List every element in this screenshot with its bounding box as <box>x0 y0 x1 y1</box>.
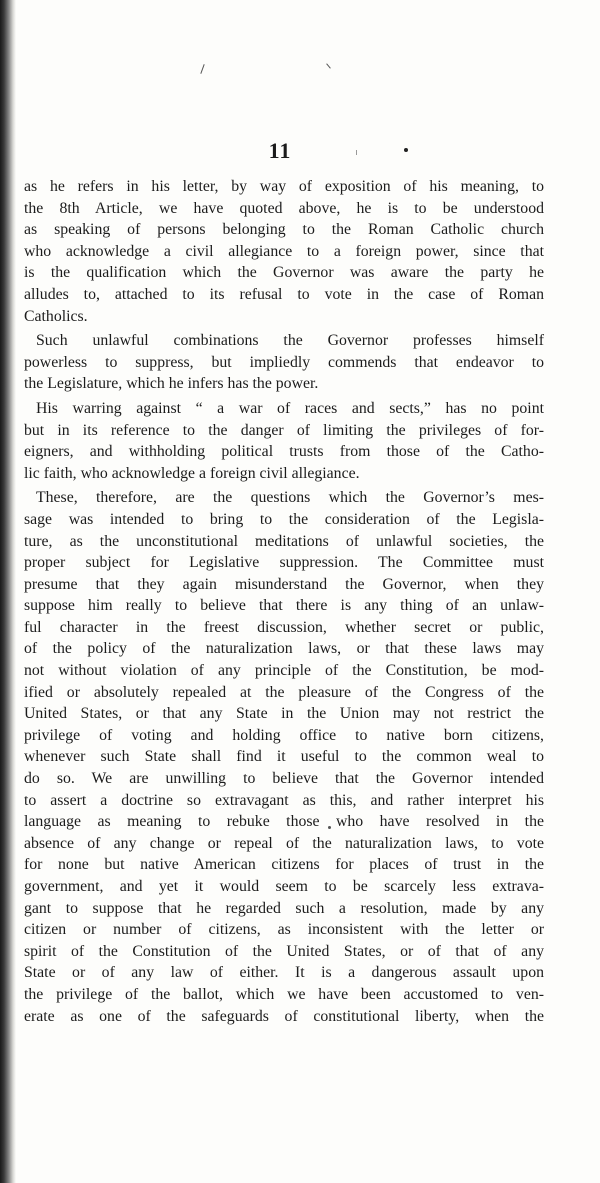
text-line: alludes to, attached to its refusal to vote in the case of Roman <box>24 285 544 303</box>
text-line: language as meaning to rebuke those who have resolved in the <box>24 813 544 831</box>
text-line: sage was intended to bring to the consideration of the Legisla- <box>24 510 544 528</box>
text-line: ified or absolutely repealed at the pleasure of the Congress of the <box>24 683 544 701</box>
text-line: Such unlawful combinations the Governor professes himself <box>36 332 544 350</box>
text-line: privilege of voting and holding office to native born citizens, <box>24 726 544 744</box>
paragraph <box>24 487 544 1027</box>
text-line: suppose him really to believe that there is any thing of an unlaw- <box>24 597 544 615</box>
text-line: citizen or number of citizens, as inconsistent with the letter or <box>24 921 544 939</box>
text-line: gant to suppose that he regarded such a resolution, made by any <box>24 899 544 917</box>
text-line: who acknowledge a civil allegiance to a foreign power, since that <box>24 242 544 260</box>
text-line: as he refers in his letter, by way of exposition of his meaning, to <box>24 178 544 195</box>
text-line: United States, or that any State in the Union may not restrict the <box>24 705 544 723</box>
text-line: the 8th Article, we have quoted above, he is to be understood <box>24 199 544 217</box>
text-line: erate as one of the safeguards of constitutional liberty, when the <box>24 1007 544 1025</box>
paragraph <box>24 176 544 327</box>
text-line: powerless to suppress, but impliedly commends that endeavor to <box>24 353 544 371</box>
text-line: These, therefore, are the questions which the Governor’s mes- <box>36 489 544 507</box>
text-line: of the policy of the naturalization laws, or that these laws may <box>24 640 544 658</box>
text-line: but in its reference to the danger of limiting the privileges of for- <box>24 421 544 439</box>
text-line: whenever such State shall find it useful to the common weal to <box>24 748 544 766</box>
text-line: to assert a doctrine so extravagant as this, and rather interpret his <box>24 791 544 809</box>
ink-speck <box>200 64 204 74</box>
text-line: proper subject for Legislative suppression. The Committee must <box>24 554 544 572</box>
page-binding-edge <box>0 0 16 1183</box>
text-line: government, and yet it would seem to be scarcely less extrava- <box>24 878 544 895</box>
text-line: lic faith, who acknowledge a foreign civil allegiance. <box>24 464 360 482</box>
text-line: is the qualification which the Governor was aware the party he <box>24 264 544 282</box>
page-number: 11 <box>268 138 292 163</box>
text-line: ful character in the freest discussion, whether secret or public, <box>24 618 544 636</box>
text-line: ture, as the unconstitutional meditations of unlawful societies, the <box>24 532 544 550</box>
text-line: State or of any law of either. It is a dangerous assault upon <box>24 964 544 982</box>
ink-speck <box>326 63 331 68</box>
text-line: the Legislature, which he infers has the power. <box>24 375 319 393</box>
text-line: not without violation of any principle of the Constitution, be mod- <box>24 662 544 680</box>
ink-dot <box>404 148 408 152</box>
text-line: His warring against “ a war of races and sects,” has no point <box>36 399 544 417</box>
paragraph <box>24 398 544 484</box>
text-line: spirit of the Constitution of the United States, or of that of any <box>24 942 544 960</box>
text-line: presume that they again misunderstand the Governor, when they <box>24 575 544 593</box>
text-line: as speaking of persons belonging to the Roman Catholic church <box>24 221 544 239</box>
text-line: eigners, and withholding political trusts from those of the Catho- <box>24 443 544 461</box>
text-line: do so. We are unwilling to believe that the Governor intended <box>24 770 544 788</box>
paragraph <box>24 330 544 395</box>
body-text <box>24 176 544 1027</box>
text-line: absence of any change or repeal of the naturalization laws, to vote <box>24 834 544 852</box>
text-line: for none but native American citizens for places of trust in the <box>24 856 544 874</box>
text-line: the privilege of the ballot, which we have been accustomed to ven- <box>24 985 544 1003</box>
text-line: Catholics. <box>24 307 88 325</box>
